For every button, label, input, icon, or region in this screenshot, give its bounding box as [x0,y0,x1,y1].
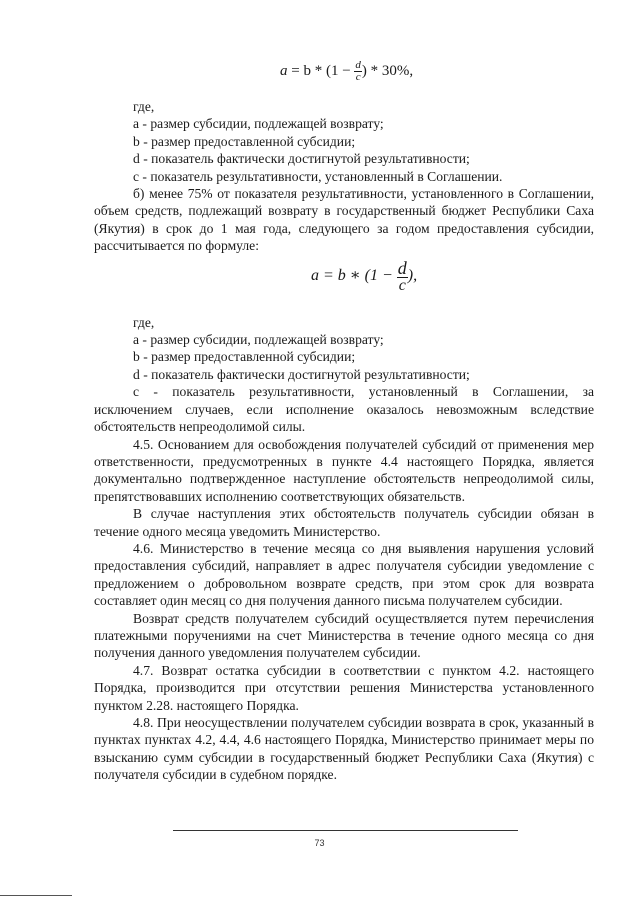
formula2-numerator: d [397,257,407,278]
paragraph-b: б) менее 75% от показателя результативности, установленного в Соглашении, объем средств, подлежащий возврату в государственный бюджет Республики Саха (Якутия) в срок до 1 мая года, следующего за годом предоставления субсидии, рассчитывается по формуле: [94,186,594,254]
formula2-rest: ), [407,266,418,284]
legend-item-d-1: d - показатель фактически достигнутой результативности; [133,151,470,167]
legend-item-b-1: b - размер предоставленной субсидии; [133,133,356,149]
legend-item-c-2: c - показатель результативности, установленный в Соглашении, за исключением случаев, если исполнение оказалось невозможным вследствие обстоятельств непреодолимой силы. [94,384,594,435]
formula1-rest: ) * 30%, [361,62,414,79]
formula1-lhs: a [280,62,288,79]
formula1-numerator: d [355,59,361,71]
legend-item-d-2: d - показатель фактически достигнутой результативности; [133,366,470,382]
legend-item-a-2: а - размер субсидии, подлежащей возврату; [133,332,384,348]
page-number: 73 [314,838,325,848]
formula-penalty-30 [94,52,594,98]
formula1-fraction [354,60,362,83]
legend-item-a-1: а - размер субсидии, подлежащей возврату; [133,116,384,132]
paragraph-4-6: 4.6. Министерство в течение месяца со дня выявления нарушения условий предоставления субсидий, направляет в адрес получателя субсидии уведомление с предложением о добровольном возврате средств, при этом срок для возврата составляет один месяц со дня получения данного письма получателем субсидии. [94,540,594,609]
legend-item-c-1: c - показатель результативности, установленный в Соглашении. [133,168,503,184]
formula1-eq: = b * (1 − [287,62,355,79]
corner-line [0,895,72,896]
footer-divider [173,830,518,831]
where-label-2: где, [133,314,155,330]
paragraph-4-5: 4.5. Основанием для освобождения получателей субсидий от применения мер ответственности, предусмотренных в пункте 4.4 настоящего Порядка, является документально подтвержденное наступление обстоятельств непреодолимой силы, препятствовавших исполнению соответствующих обязательств. [94,436,594,504]
formula2-lhs: a = b ∗ (1 − [311,266,393,284]
paragraph-4-7: 4.7. Возврат остатка субсидии в соответствии с пунктом 4.2. настоящего Порядка, производится при отсутствии решения Министерства установленного пунктом 2.28. настоящего Порядка. [94,662,594,713]
paragraph-refund: Возврат средств получателем субсидий осуществляется путем перечисления платежными поручениями на счет Министерства в течение одного месяца со дня получения данного уведомления получателем субсидии. [94,610,594,661]
paragraph-notification: В случае наступления этих обстоятельств получатель субсидии обязан в течение одного месяца уведомить Министерство. [94,506,594,539]
paragraph-4-8: 4.8. При неосуществлении получателем субсидии возврата в срок, указанный в пунктах пунктах 4.2, 4.4, 4.6 настоящего Порядка, Министерство принимает меры по взысканию сумм субсидии в государственный бюджет Республики Саха (Якутия) с получателя субсидии в судебном порядке. [94,715,594,783]
formula2-fraction [397,259,408,294]
document-body [94,52,594,784]
where-label-1: где, [133,99,155,114]
formula-penalty-full [94,257,594,305]
formula1-denominator: c [355,71,361,83]
legend-item-b-2: b - размер предоставленной субсидии; [133,349,356,365]
formula2-denominator: c [398,276,406,294]
